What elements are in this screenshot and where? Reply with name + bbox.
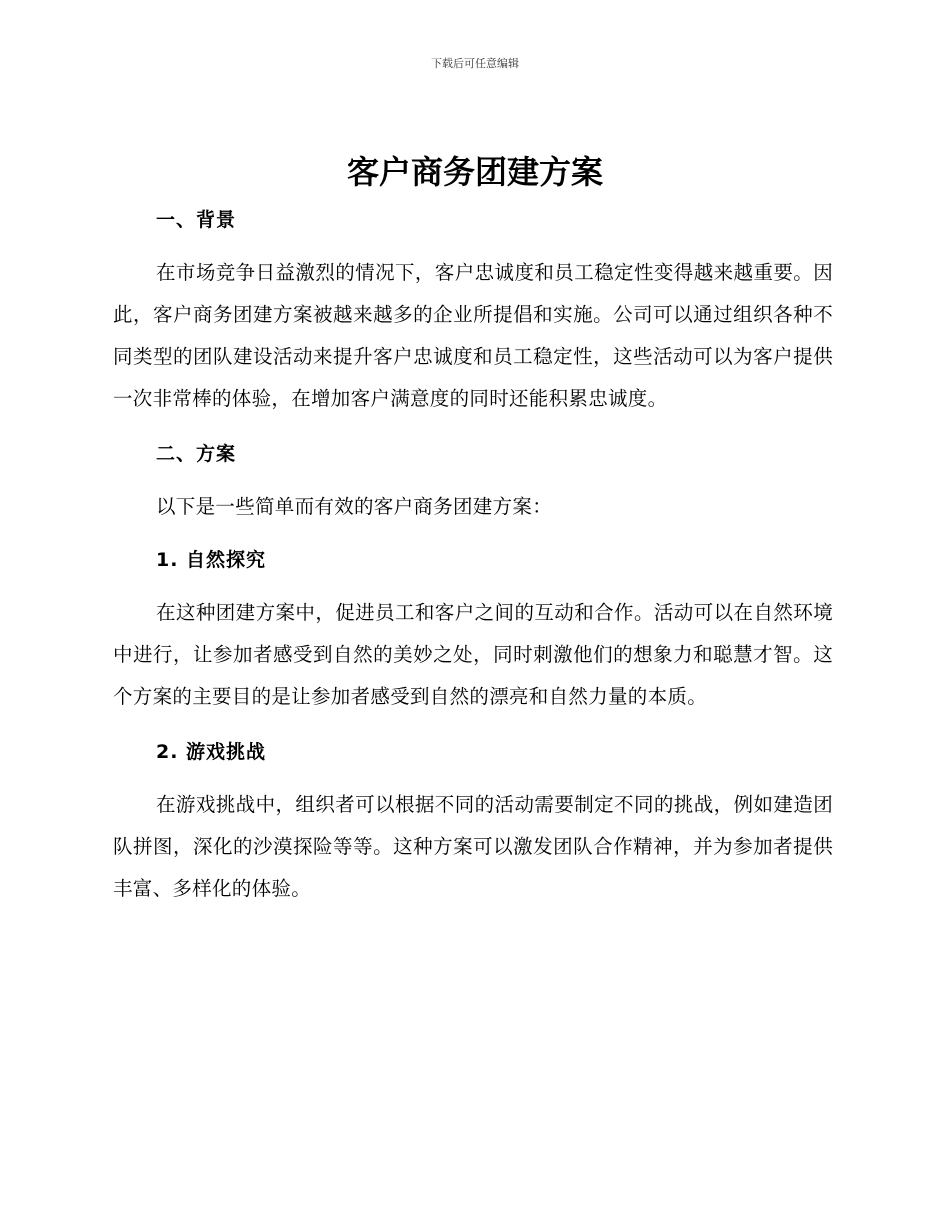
section-heading-background: 一、背景 [156,209,237,231]
header-note: 下载后可任意编辑 [431,57,519,70]
item-heading-game-challenge: 2. 游戏挑战 [156,741,267,763]
document-title: 客户商务团建方案 [346,153,603,191]
section-heading-plan: 二、方案 [156,443,237,465]
background-paragraph: 在市场竞争日益激烈的情况下，客户忠诚度和员工稳定性变得越来越重要。因此，客户商务团建方案被越来越多的企业所提倡和实施。公司可以通过组织各种不同类型的团队建设活动来提升客户忠诚度和员工稳定性，这些活动可以为客户提供一次非常棒的体验，在增加客户满意度的同时还能积累忠诚度。 [113,261,833,410]
document-body [113,200,833,910]
item-heading-nature-exploration: 1. 自然探究 [156,549,267,571]
nature-exploration-paragraph: 在这种团建方案中，促进员工和客户之间的互动和合作。活动可以在自然环境中进行，让参加者感受到自然的美妙之处，同时刺激他们的想象力和聪慧才智。这个方案的主要目的是让参加者感受到自然的漂亮和自然力量的本质。 [113,601,833,708]
plan-intro-paragraph: 以下是一些简单而有效的客户商务团建方案： [156,495,553,518]
game-challenge-paragraph: 在游戏挑战中，组织者可以根据不同的活动需要制定不同的挑战，例如建造团队拼图，深化的沙漠探险等等。这种方案可以激发团队合作精神，并为参加者提供丰富、多样化的体验。 [113,793,833,900]
